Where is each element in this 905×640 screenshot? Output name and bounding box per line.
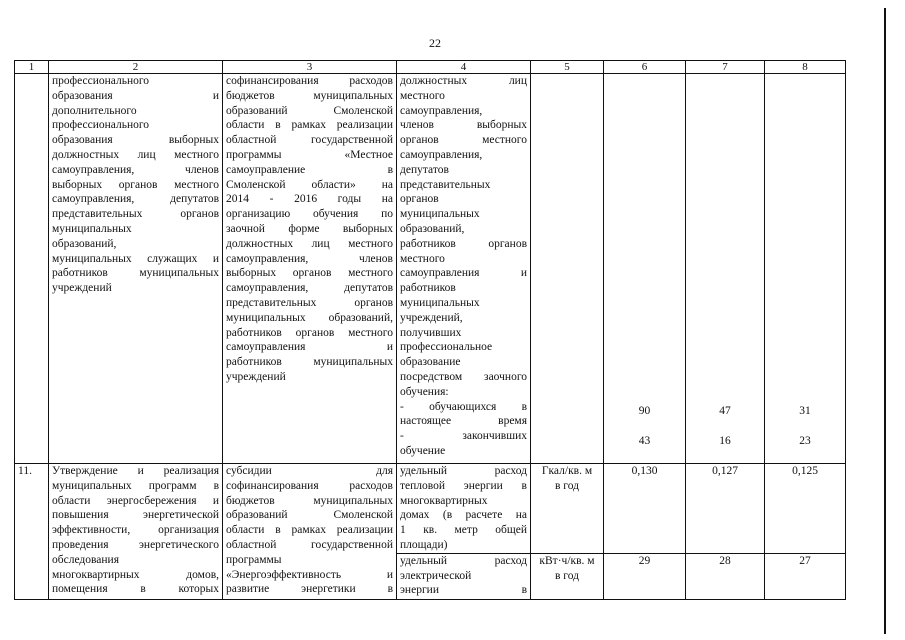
word: субсидии (226, 465, 272, 477)
text-line (226, 568, 393, 583)
text-line (400, 400, 527, 415)
word: - (269, 193, 274, 206)
text-line (400, 118, 527, 133)
word: членов (400, 119, 434, 132)
word: рамках (291, 119, 326, 132)
text-line (52, 178, 219, 193)
heat-unit-line2: в год (554, 479, 579, 492)
heat-unit-line1: Гкал/кв. м (541, 465, 593, 477)
word: в (140, 583, 146, 596)
text-line: муниципальных (400, 208, 480, 221)
activity-text (52, 464, 219, 597)
text-line (226, 523, 393, 538)
word: членов (359, 252, 393, 265)
text-line (52, 508, 219, 523)
heat-value-2014: 0,130 (604, 464, 686, 554)
word: муниципальных (52, 479, 132, 492)
word: самоуправления, (52, 163, 135, 176)
word: в (387, 583, 393, 596)
text-line (226, 479, 393, 494)
electric-value-2016: 27 (765, 553, 846, 599)
word: органов (295, 326, 335, 339)
text-line: муниципальных (52, 222, 132, 235)
word: энергии (400, 584, 439, 597)
text-line: местного (400, 89, 445, 102)
word: местного (174, 178, 219, 191)
table-row-continued (15, 74, 846, 464)
funding-text (226, 464, 393, 597)
word: местного (482, 134, 527, 147)
text-line (226, 464, 393, 479)
word: в (521, 400, 527, 413)
text-line: органов (400, 193, 439, 206)
word: удельный (400, 465, 447, 477)
word: Смоленской (226, 178, 286, 191)
word: посредством (400, 370, 463, 383)
word: обучения (312, 208, 359, 221)
studying-2015: 47 (719, 405, 731, 417)
text-line (400, 414, 527, 429)
text-line: электрической (400, 569, 472, 582)
text-line (400, 464, 527, 479)
text-line (226, 311, 393, 326)
text-line: учреждений, (400, 311, 463, 324)
word: работников (226, 356, 282, 369)
word: органов (180, 208, 219, 221)
text-line (226, 163, 393, 178)
text-line (226, 266, 393, 281)
word: настоящее (400, 415, 452, 428)
word: реализация (163, 465, 219, 477)
text-line (400, 133, 527, 148)
word: расходов (349, 75, 393, 87)
heat-indicator-text (400, 464, 527, 553)
word: развитие (226, 583, 270, 596)
text-line (226, 494, 393, 509)
word: заочного (484, 370, 527, 383)
word: софинансирования (226, 75, 319, 87)
word: работников (226, 326, 282, 339)
funding-cell (223, 74, 397, 464)
word: образований (226, 509, 288, 522)
word: областной (226, 134, 277, 147)
word: выборных (52, 178, 103, 191)
word: должностных (400, 75, 468, 87)
word: расход (494, 554, 527, 567)
word: время (498, 415, 527, 428)
word: местного (348, 267, 393, 280)
text-line: профессионального (52, 119, 150, 132)
text-line (400, 266, 527, 281)
word: на (381, 193, 393, 206)
word: самоуправления (226, 341, 306, 354)
word: муниципальных (313, 89, 393, 102)
graduated-2015: 16 (719, 434, 731, 447)
word: домах (400, 509, 430, 522)
table-row-11a (15, 464, 846, 554)
text-line (400, 429, 527, 444)
electric-indicator-text (400, 554, 527, 598)
word: - (400, 400, 404, 413)
text-line (400, 508, 527, 523)
value-2015-cell (686, 74, 765, 464)
text-line: образование (400, 356, 461, 369)
activity-text (52, 74, 219, 296)
word: образований, (328, 311, 393, 324)
text-line (226, 582, 393, 597)
indicator-cell (397, 553, 531, 599)
word: государственной (311, 538, 393, 551)
text-line (52, 582, 219, 597)
unit-cell (531, 553, 604, 599)
text-line (226, 237, 393, 252)
text-line (226, 340, 393, 355)
electric-unit-line2: в год (554, 569, 579, 582)
word: энергетики (301, 583, 356, 596)
word: органов (292, 267, 332, 280)
word: энергетического (138, 538, 219, 551)
word: области» (311, 178, 356, 191)
word: реализации (336, 119, 393, 132)
indicator-cell (397, 464, 531, 554)
word: органов (118, 178, 158, 191)
word: энергии (463, 479, 503, 492)
word: работников (400, 237, 456, 250)
word: муниципальных (313, 356, 393, 369)
unit-cell (531, 464, 604, 554)
text-line (400, 237, 527, 252)
text-line (226, 281, 393, 296)
text-line (226, 296, 393, 311)
word: 2014 (226, 193, 249, 206)
electric-value-2015: 28 (686, 553, 765, 599)
text-line: программы (226, 553, 282, 566)
word: форме (288, 222, 320, 235)
text-line: учреждений (52, 282, 112, 295)
text-line: самоуправления, (400, 104, 483, 117)
text-line (226, 508, 393, 523)
indicator-cell (397, 74, 531, 464)
word: проведения (52, 538, 109, 551)
activity-cell (49, 74, 223, 464)
word: выборных (168, 134, 219, 147)
word: образований (226, 104, 288, 117)
text-line (226, 326, 393, 341)
word: 1 (400, 524, 406, 537)
text-line: получивших (400, 326, 462, 339)
word: годы (337, 193, 362, 206)
word: местного (348, 326, 393, 339)
word: самоуправления (400, 267, 480, 280)
text-line (226, 355, 393, 370)
word: работников (52, 267, 108, 280)
text-line (226, 74, 393, 89)
word: кв. (423, 524, 438, 537)
word: помещения (52, 583, 108, 596)
word: расход (494, 465, 527, 477)
word: домов, (186, 568, 219, 581)
text-line (226, 538, 393, 553)
word: образования (52, 134, 113, 147)
word: в (275, 524, 281, 537)
text-line: обследования (52, 553, 119, 566)
text-line: образований, (400, 222, 465, 235)
word: муниципальных (313, 494, 393, 507)
word: самоуправления, (52, 193, 135, 206)
text-line: представительных (400, 178, 491, 191)
graduated-2016: 23 (799, 434, 811, 447)
header-cell: 8 (765, 61, 846, 74)
word: муниципальных (139, 267, 219, 280)
header-cell: 2 (49, 61, 223, 74)
text-line (226, 148, 393, 163)
word: в (213, 479, 219, 492)
text-line: профессиональное (400, 341, 493, 354)
word: реализации (336, 524, 393, 537)
word: тепловой (400, 479, 446, 492)
word: энергетической (143, 509, 219, 522)
word: по (381, 208, 393, 221)
word: удельный (400, 554, 447, 567)
word: «Местное (344, 148, 393, 161)
word: муниципальных (52, 252, 132, 265)
text-line: дополнительного (52, 104, 137, 117)
word: на (515, 509, 527, 522)
word: муниципальных (226, 311, 306, 324)
heat-value-2015: 0,127 (686, 464, 765, 554)
word: программы (226, 148, 282, 161)
text-line: обучения: (400, 385, 449, 398)
text-line (52, 163, 219, 178)
word: области (226, 524, 265, 537)
graduated-2014: 43 (638, 434, 651, 447)
text-line: профессионального (52, 75, 150, 87)
word: в (521, 479, 527, 492)
electric-unit-line1: кВт·ч/кв. м (539, 554, 595, 567)
word: должностных (52, 148, 120, 161)
text-line: обучение (400, 444, 446, 457)
text-line: самоуправления, (400, 148, 483, 161)
studying-2016: 31 (799, 405, 811, 417)
indicator-text (400, 74, 527, 459)
word: и (520, 267, 527, 280)
header-cell: 5 (531, 61, 604, 74)
text-line: учреждений (226, 370, 286, 383)
word: лиц (137, 148, 156, 161)
word: представительных (226, 296, 317, 309)
text-line (226, 222, 393, 237)
word: депутатов (170, 193, 219, 206)
word: местного (348, 237, 393, 250)
word: многоквартирных (52, 568, 140, 581)
header-row (15, 61, 846, 74)
word: самоуправление (226, 163, 306, 176)
text-line (400, 370, 527, 385)
word: рамках (291, 524, 326, 537)
text-line (52, 133, 219, 148)
text-line (226, 89, 393, 104)
word: повышения (52, 509, 109, 522)
header-cell: 7 (686, 61, 765, 74)
text-line (400, 523, 527, 538)
word: которых (178, 583, 219, 596)
text-line: местного (400, 252, 445, 265)
word: в (521, 584, 527, 597)
funding-text (226, 74, 393, 385)
word: Смоленской (333, 509, 393, 522)
text-line (226, 133, 393, 148)
word: самоуправления, (226, 252, 309, 265)
text-line (400, 554, 527, 569)
text-line: образований, (52, 237, 117, 250)
unit-cell (531, 74, 604, 464)
word: выборных (342, 222, 393, 235)
electric-value-2014: 29 (604, 553, 686, 599)
word: организация (158, 524, 219, 537)
word: области (52, 494, 91, 507)
word: депутатов (344, 282, 393, 295)
funding-cell (223, 464, 397, 600)
word: общей (495, 524, 527, 537)
word: должностных (226, 237, 294, 250)
text-line (52, 538, 219, 553)
word: заочной (226, 222, 265, 235)
word: и (386, 341, 393, 354)
header-cell: 6 (604, 61, 686, 74)
word: местного (174, 148, 219, 161)
text-line (52, 266, 219, 281)
text-line (52, 479, 219, 494)
text-line (52, 252, 219, 267)
text-line (226, 178, 393, 193)
word: бюджетов (226, 89, 275, 102)
text-line (52, 89, 219, 104)
text-line: многоквартирных (400, 494, 488, 507)
text-line (52, 148, 219, 163)
scan-edge-line (884, 8, 886, 634)
word: для (376, 465, 393, 477)
word: расходов (349, 479, 393, 492)
word: областной (226, 538, 277, 551)
word: программ (148, 479, 197, 492)
word: Смоленской (333, 104, 393, 117)
word: закончивших (462, 430, 527, 443)
studying-2014: 90 (638, 405, 651, 417)
word: софинансирования (226, 479, 319, 492)
text-line (52, 207, 219, 222)
text-line (400, 479, 527, 494)
word: и (212, 89, 219, 102)
text-line: работников (400, 282, 456, 295)
word: представительных (52, 208, 143, 221)
text-line (400, 74, 527, 89)
word: и (137, 465, 144, 477)
word: и (212, 494, 219, 507)
text-line (52, 568, 219, 583)
word: лиц (508, 75, 527, 87)
text-line (226, 207, 393, 222)
row-number-cell (15, 74, 49, 464)
text-line: депутатов (400, 163, 449, 176)
text-line: муниципальных (400, 296, 480, 309)
word: членов (185, 163, 219, 176)
text-line (400, 583, 527, 598)
word: метр (454, 524, 478, 537)
word: органов (354, 296, 393, 309)
word: области (226, 119, 265, 132)
word: лиц (311, 237, 330, 250)
word: в (387, 163, 393, 176)
word: государственной (311, 134, 393, 147)
word: на (381, 178, 393, 191)
word: организацию (226, 208, 291, 221)
heat-value-2016: 0,125 (765, 464, 846, 554)
value-2014-cell (604, 74, 686, 464)
text-line (52, 192, 219, 207)
text-line (226, 118, 393, 133)
header-cell: 3 (223, 61, 397, 74)
word: «Энергоэффективность (226, 568, 342, 581)
word: Утверждение (52, 465, 118, 477)
word: образования (52, 89, 113, 102)
header-cell: 1 (15, 61, 49, 74)
text-line (52, 523, 219, 538)
word: и (212, 252, 219, 265)
word: - (400, 430, 404, 443)
word: выборных (226, 267, 277, 280)
word: 2016 (294, 193, 318, 206)
word: бюджетов (226, 494, 275, 507)
text-line (226, 192, 393, 207)
word: органов (488, 237, 527, 250)
word: выборных (476, 119, 527, 132)
word: расчете (465, 509, 503, 522)
text-line (226, 252, 393, 267)
word: обучающихся (429, 400, 497, 413)
word: (в (442, 509, 453, 522)
word: энергосбережения (106, 494, 197, 507)
header-cell: 4 (397, 61, 531, 74)
word: служащих (147, 252, 198, 265)
activity-cell (49, 464, 223, 600)
row-number-cell: 11. (15, 464, 49, 600)
text-line: площади) (400, 538, 448, 551)
word: органов (400, 134, 439, 147)
text-line (52, 494, 219, 509)
word: и (386, 568, 393, 581)
text-line (52, 464, 219, 479)
text-line (226, 104, 393, 119)
value-2016-cell (765, 74, 846, 464)
page-number: 22 (429, 36, 441, 50)
word: в (275, 119, 281, 132)
data-table (14, 60, 846, 600)
word: самоуправления, (226, 282, 309, 295)
word: эффективности, (52, 524, 131, 537)
